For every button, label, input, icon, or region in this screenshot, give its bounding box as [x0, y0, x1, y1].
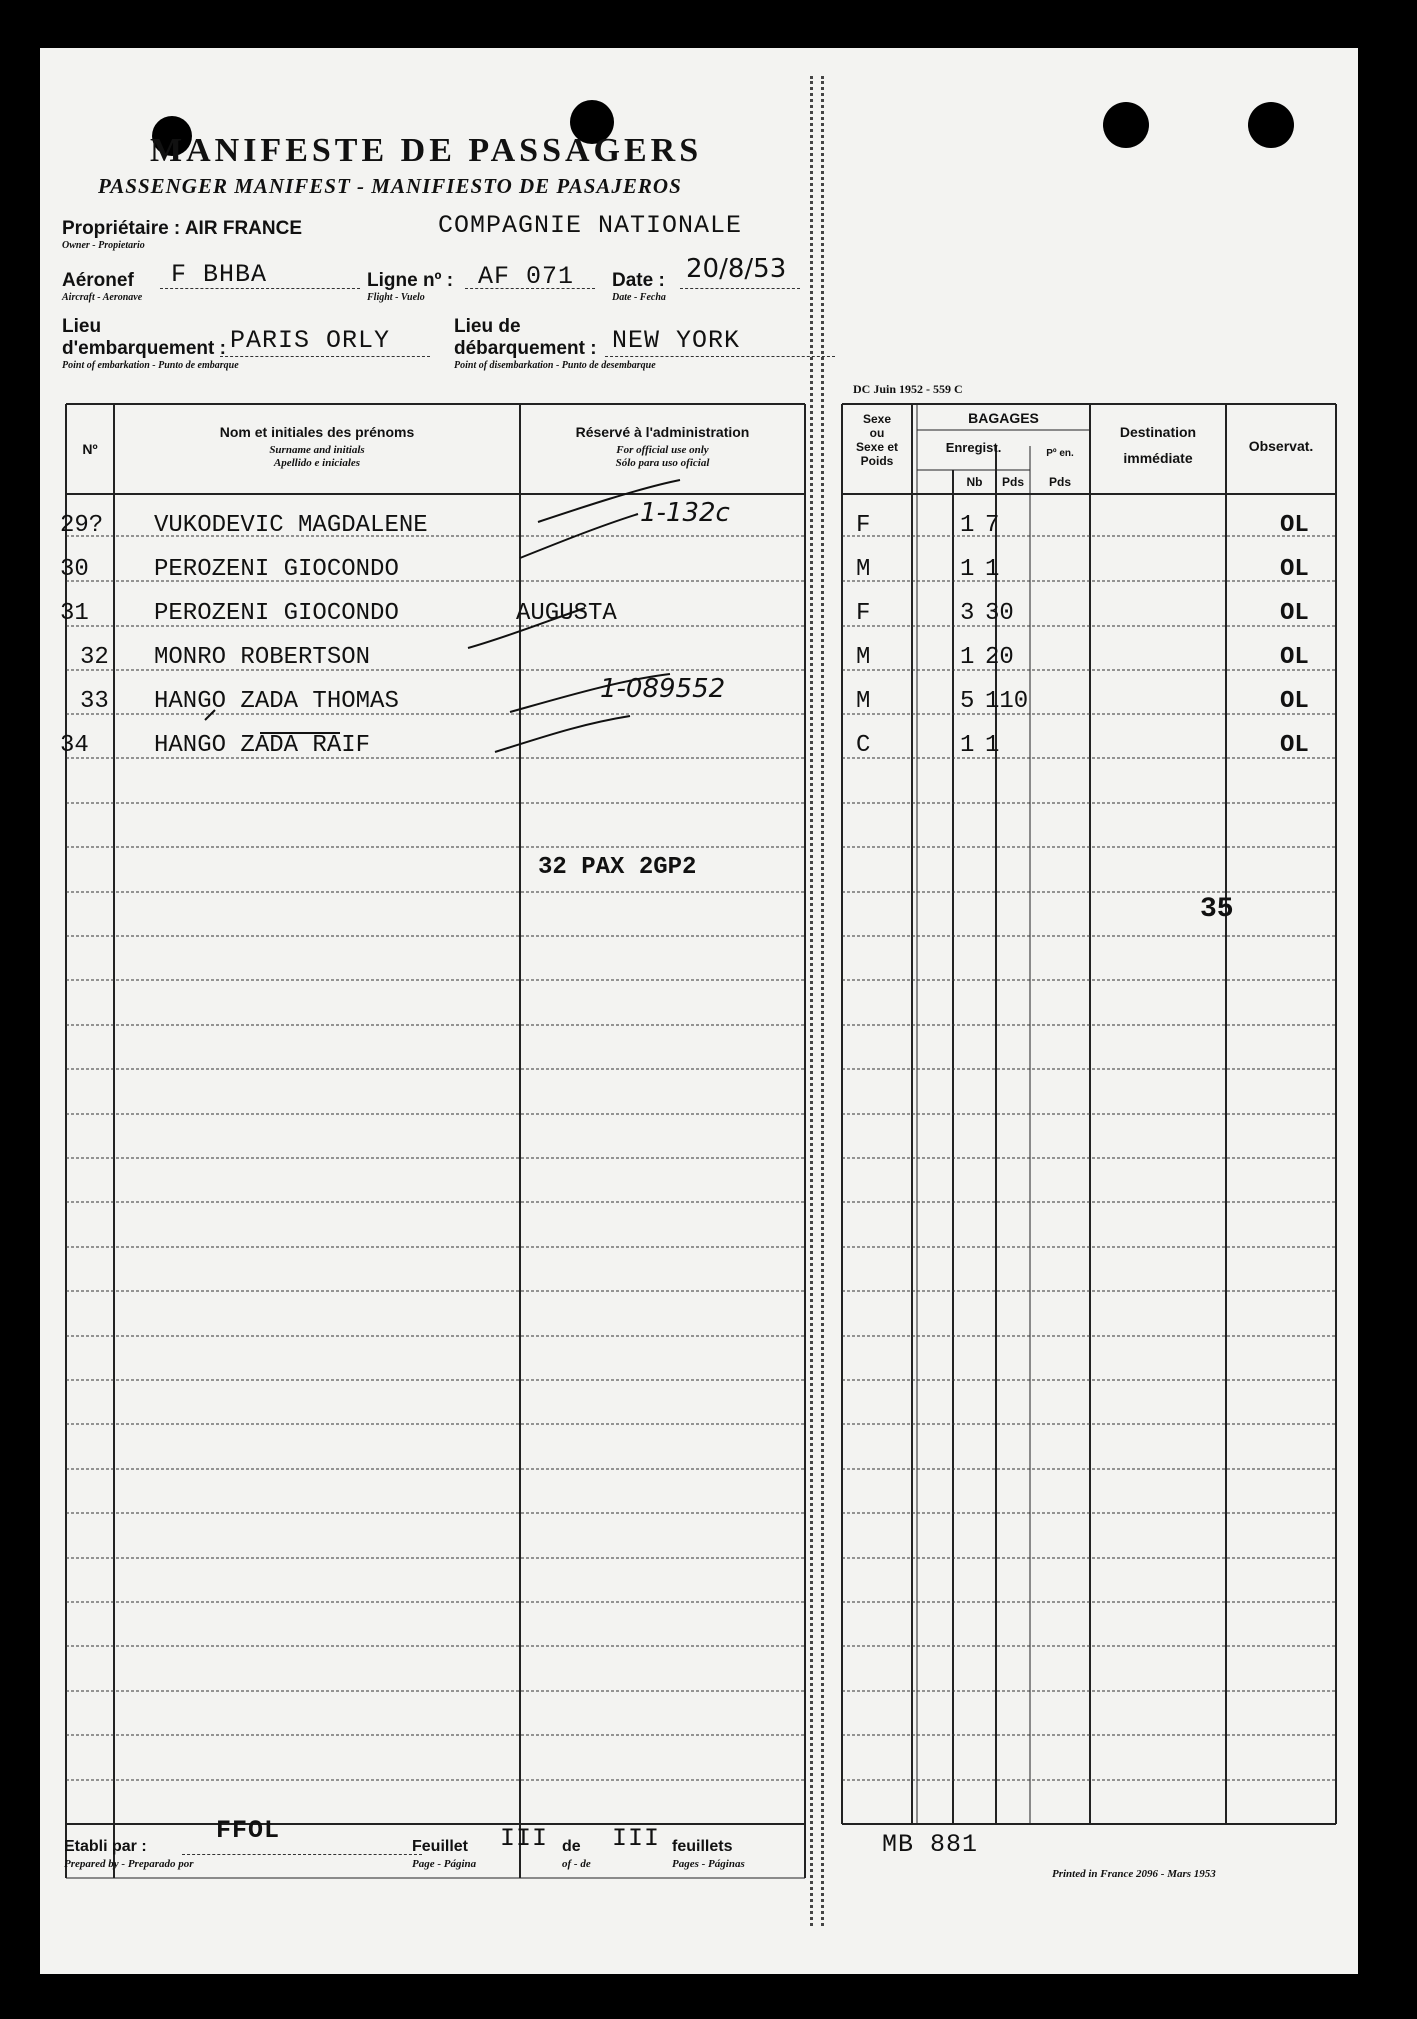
col-destination-header-1: Destination — [1119, 424, 1197, 440]
manifest-subtitle: PASSENGER MANIFEST - MANIFIESTO DE PASAJEROS — [98, 174, 682, 198]
passenger-remarks: OL — [1280, 512, 1309, 539]
passenger-admin-note: 1-089552 — [600, 674, 726, 704]
sheet-sublabel: Page - Página — [412, 1858, 477, 1870]
passenger-name: PEROZENI GIOCONDO — [154, 556, 399, 583]
passenger-bag-weight: 20 — [985, 644, 1014, 671]
passenger-remarks: OL — [1280, 644, 1309, 671]
passenger-no: 29? — [60, 512, 104, 539]
sheets-sublabel: Pages - Páginas — [672, 1858, 745, 1870]
owner-sublabel: Owner - Propietario — [62, 240, 145, 251]
flight-label: Ligne nº : — [367, 270, 454, 291]
prepared-by-label: Etabli par : — [64, 1838, 147, 1855]
passenger-remarks: OL — [1280, 600, 1309, 627]
col-registered-header: Enregist. — [945, 440, 1002, 455]
reference-number: MB 881 — [882, 1830, 979, 1859]
passenger-bag-count: 1 — [960, 556, 975, 583]
embarkation-sublabel: Point of embarkation - Punto de embarque — [62, 360, 239, 371]
passenger-bag-weight: 110 — [985, 688, 1029, 715]
date-value: 20/8/53 — [686, 254, 787, 284]
passenger-admin-note: 1-132c — [640, 498, 730, 528]
passenger-name: MONRO ROBERTSON — [154, 644, 371, 671]
passenger-no: 30 — [60, 556, 89, 583]
manifest-title: MANIFESTE DE PASSAGERS — [150, 132, 703, 169]
col-no-header: Nº — [82, 441, 98, 457]
of-sublabel: of - de — [562, 1858, 591, 1870]
disembarkation-sublabel: Point of disembarkation - Punto de desembarque — [454, 360, 656, 371]
col-remarks-header: Observat. — [1248, 438, 1314, 454]
prepared-by-sublabel: Prepared by - Preparado por — [64, 1858, 194, 1870]
disembarkation-value: NEW YORK — [612, 326, 741, 355]
sheet-label: Feuillet — [412, 1838, 469, 1855]
embarkation-label-1: Lieu — [62, 316, 102, 337]
passenger-sex: M — [856, 644, 871, 671]
passenger-remarks: OL — [1280, 732, 1309, 759]
of-label: de — [562, 1838, 581, 1855]
passenger-sex: C — [856, 732, 871, 759]
col-excess-header-1: Pº en. — [1046, 448, 1074, 459]
flight-sublabel: Flight - Vuelo — [367, 292, 425, 303]
passenger-no: 31 — [60, 600, 89, 627]
col-admin-sub-1: For official use only — [616, 444, 709, 456]
col-baggage-header: BAGAGES — [968, 410, 1039, 426]
date-label: Date : — [612, 270, 665, 291]
col-excess-header-2: Pds — [1048, 475, 1071, 489]
col-name-sub-1: Surname and initials — [269, 444, 365, 456]
passenger-bag-count: 1 — [960, 732, 975, 759]
passenger-bag-count: 3 — [960, 600, 975, 627]
col-admin-sub-2: Sólo para uso oficial — [615, 457, 710, 469]
of-value: III — [612, 1824, 661, 1853]
passenger-sex: M — [856, 556, 871, 583]
passenger-sex: M — [856, 688, 871, 715]
embarkation-value: PARIS ORLY — [230, 326, 391, 355]
passenger-admin-note: AUGUSTA — [516, 600, 617, 627]
aircraft-label: Aéronef — [62, 270, 134, 291]
col-name-sub-2: Apellido e iniciales — [273, 457, 361, 469]
col-sex-header-4: Poids — [860, 454, 894, 468]
passenger-no: 33 — [80, 688, 109, 715]
prepared-by-value: FFOL — [216, 1816, 281, 1845]
disembarkation-label-2: débarquement : — [454, 338, 597, 359]
owner-label: Propriétaire : AIR FRANCE — [62, 218, 302, 239]
passenger-bag-weight: 1 — [985, 556, 1000, 583]
passenger-remarks: OL — [1280, 556, 1309, 583]
passenger-bag-weight: 7 — [985, 512, 1000, 539]
passenger-no: 32 — [80, 644, 109, 671]
printed-note: Printed in France 2096 - Mars 1953 — [1052, 1868, 1216, 1880]
prepared-by-underline — [182, 1854, 422, 1855]
passenger-sex: F — [856, 600, 871, 627]
owner-value: COMPAGNIE NATIONALE — [438, 211, 743, 240]
col-destination-header-2: immédiate — [1123, 450, 1193, 466]
torn-corner — [1358, 38, 1378, 98]
aircraft-value: F BHBA — [171, 260, 268, 289]
passenger-name: VUKODEVIC MAGDALENE — [154, 512, 428, 539]
embarkation-label-2: d'embarquement : — [62, 338, 226, 359]
col-name-header: Nom et initiales des prénoms — [219, 424, 415, 440]
passenger-bag-count: 1 — [960, 512, 975, 539]
col-admin-header: Réservé à l'administration — [575, 424, 750, 440]
passenger-remarks: OL — [1280, 688, 1309, 715]
date-sublabel: Date - Fecha — [612, 292, 666, 303]
sheets-label: feuillets — [672, 1838, 733, 1855]
manifest-sheet — [40, 48, 1358, 1974]
summary-note: 32 PAX 2GP2 — [538, 854, 697, 881]
form-code: DC Juin 1952 - 559 C — [853, 382, 963, 396]
col-sex-header-3: Sexe et — [855, 440, 899, 454]
col-sex-header-2: ou — [869, 426, 885, 440]
disembarkation-label-1: Lieu de — [454, 316, 521, 337]
passenger-name: PEROZENI GIOCONDO — [154, 600, 399, 627]
passenger-bag-weight: 30 — [985, 600, 1014, 627]
passenger-name: HANGO ZADA THOMAS — [154, 688, 399, 715]
aircraft-sublabel: Aircraft - Aeronave — [62, 292, 143, 303]
col-pds-header: Pds — [1001, 475, 1024, 489]
passenger-name: HANGO ZADA RAIF — [154, 732, 371, 759]
passenger-bag-count: 1 — [960, 644, 975, 671]
table-grid — [40, 48, 1358, 1974]
passenger-bag-weight: 1 — [985, 732, 1000, 759]
passenger-bag-count: 5 — [960, 688, 975, 715]
flight-value: AF 071 — [478, 262, 575, 291]
sheet-value: III — [500, 1824, 549, 1853]
total-note: 35 — [1200, 894, 1234, 925]
col-nb-header: Nb — [966, 475, 983, 489]
col-sex-header-1: Sexe — [862, 412, 892, 426]
passenger-no: 34 — [60, 732, 89, 759]
passenger-sex: F — [856, 512, 871, 539]
